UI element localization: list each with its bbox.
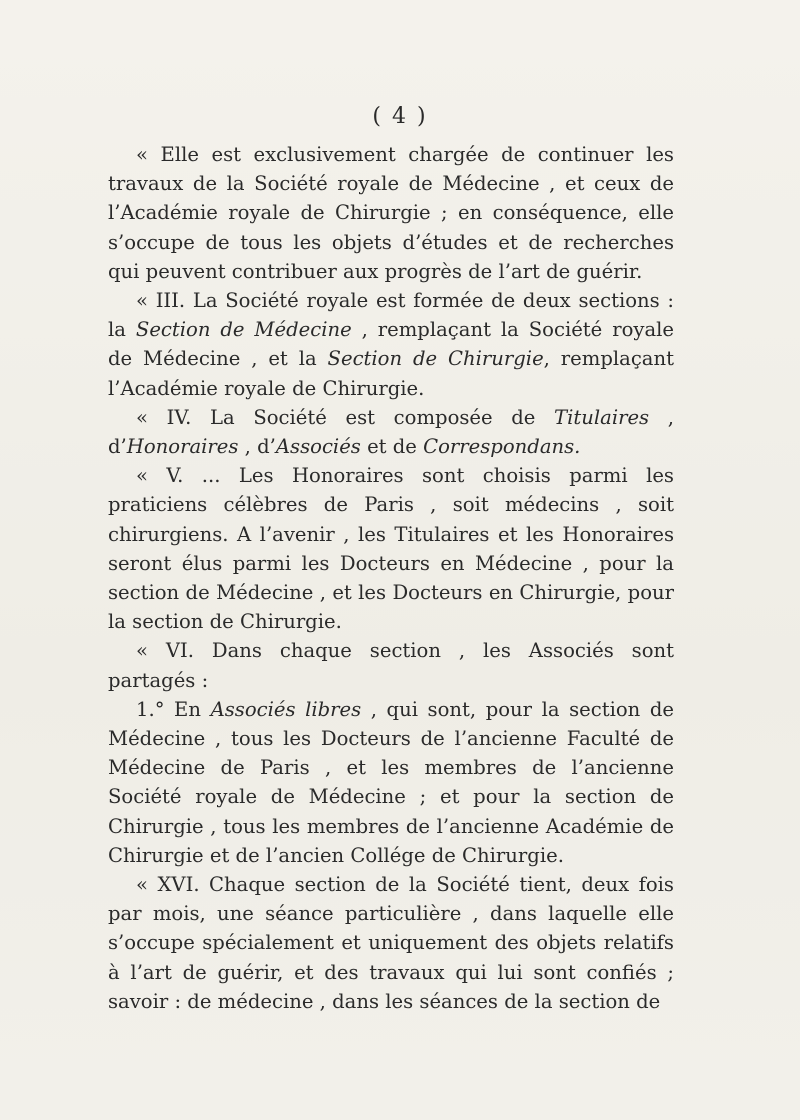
italic-text: Titulaires [554, 405, 650, 429]
text-segment: « IV. La Société est composée de [136, 405, 555, 429]
text-segment: « VI. Dans chaque section , les Associés sont partagés : [108, 639, 674, 692]
text-segment: « XVI. Chaque section de la Société tient, deux fois par mois, une séance particulière , dans laquelle elle s’occupe spécialement et uniquement des objets relatifs à l’art de guérir, et des travaux qui lui sont confiés ; savoir : de médecine , dans les séances de la section de [108, 873, 674, 1013]
paragraph-p4 [108, 461, 674, 636]
paragraph-p5 [108, 636, 674, 694]
paragraph-p2 [108, 286, 674, 403]
italic-text: Honoraires [126, 435, 239, 459]
paragraph-p3 [108, 403, 674, 461]
paragraph-p1 [108, 140, 674, 286]
text-segment: , qui sont, pour la section de Médecine , tous les Docteurs de l’ancienne Faculté de Médecine de Paris , et les membres de l’ancienne Société royale de Médecine ; et pour la section de Chirurgie , tous les membres de l’ancienne Académie de Chirurgie et de l’ancien Collége de Chirurgie. [108, 697, 675, 867]
text-segment: « V. ... Les Honoraires sont choisis parmi les praticiens célèbres de Paris , soit médecins , soit chirurgiens. A l’avenir , les Titulaires et les Honoraires seront élus parmi les Docteurs en Médecine , pour la section de Médecine , et les Docteurs en Chirurgie, pour la section de Chirurgie. [108, 464, 674, 634]
text-segment: 1.° En [136, 697, 211, 721]
italic-text: Associés [275, 435, 361, 459]
text-segment: et de [360, 435, 424, 459]
italic-text: Section de Médecine [135, 318, 352, 342]
text-segment: « III. La Société royale est formée de deux sections : la [108, 289, 674, 342]
text-segment: « Elle est exclusivement chargée de continuer les travaux de la Société royale de Médecine , et ceux de l’Académie royale de Chirurgie ; en conséquence, elle s’occupe de tous les objets d’études et de recherches qui peuvent contribuer aux progrès de l’art de guérir. [108, 143, 674, 283]
text-segment: , d’ [108, 405, 674, 459]
paragraph-p7 [108, 870, 674, 1016]
text-segment: , remplaçant l’Académie royale de Chirurgie. [108, 347, 674, 400]
text-segment: , d’ [238, 435, 276, 459]
body-text [108, 140, 674, 1016]
page-number: ( 4 ) [372, 104, 428, 129]
text-segment: , remplaçant la Société royale de Médecine , et la [108, 318, 674, 371]
italic-text: Section de Chirurgie [327, 347, 544, 371]
italic-text: Correspondans. [423, 435, 581, 459]
paragraph-p6 [108, 695, 674, 870]
italic-text: Associés libres [210, 697, 362, 721]
